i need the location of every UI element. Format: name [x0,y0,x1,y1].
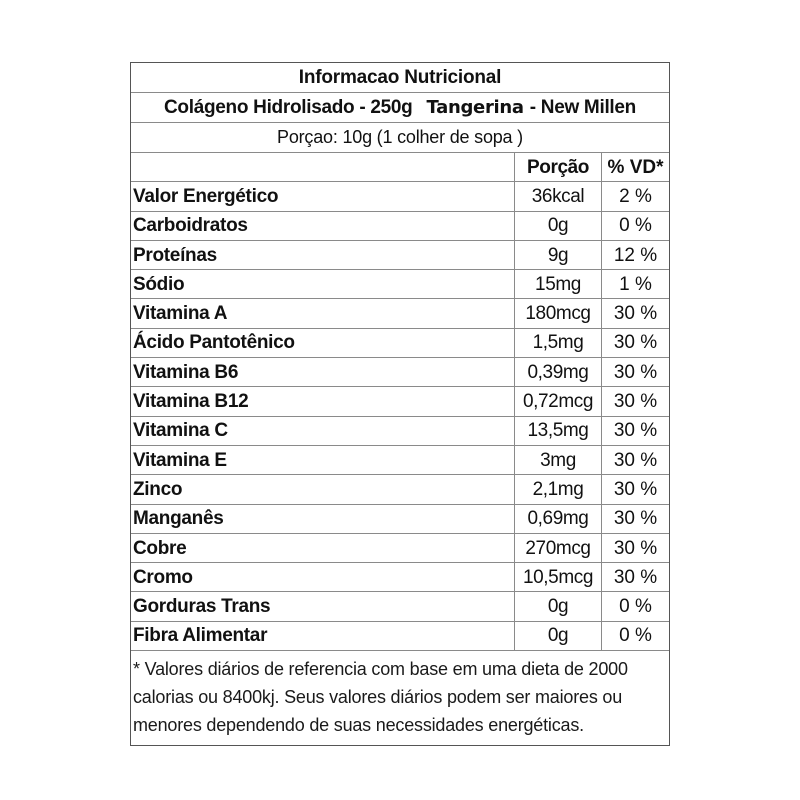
nutrient-vd: 0 % [619,596,652,618]
nutrient-amount: 10,5mcg [515,563,602,591]
nutrient-name: Vitamina E [131,446,515,474]
table-row [131,446,669,475]
nutrient-name: Fibra Alimentar [131,622,515,650]
nutrient-name: Gorduras Trans [131,592,515,620]
nutrient-vd: 2 % [619,185,652,207]
nutrient-amount: 0g [515,592,602,620]
column-header-vd: % VD* [607,156,664,178]
nutrient-vd: 1 % [619,273,652,295]
nutrient-vd: 30 % [613,420,658,442]
nutrient-amount: 1,5mg [515,329,602,357]
nutrient-name: Vitamina C [131,417,515,445]
nutrient-name: Manganês [131,505,515,533]
nutrient-amount: 15mg [515,270,602,298]
nutrient-name: Valor Energético [131,182,515,210]
column-header-nutrient [131,153,515,181]
product-flavor: Tangerina [426,97,524,118]
nutrient-name: Vitamina B6 [131,358,515,386]
nutrient-vd: 12 % [613,244,658,266]
product-name-row [131,93,669,123]
nutrient-amount: 0,39mg [515,358,602,386]
table-row [131,241,669,270]
nutrient-name: Cromo [131,563,515,591]
table-row [131,417,669,446]
nutrient-amount: 0,69mg [515,505,602,533]
nutrient-name: Proteínas [131,241,515,269]
table-row [131,299,669,328]
table-row [131,270,669,299]
nutrient-name: Ácido Pantotênico [131,329,515,357]
nutrient-amount: 0g [515,212,602,240]
nutrient-name: Zinco [131,475,515,503]
nutrient-name: Cobre [131,534,515,562]
table-row [131,212,669,241]
footnote-text [133,655,628,739]
footnote-line: * Valores diários de referencia com base em uma dieta de 2000 [133,659,628,680]
footnote-line: calorias ou 8400kj. Seus valores diários podem ser maiores ou [133,687,623,708]
nutrient-amount: 36kcal [515,182,602,210]
nutrient-amount: 0g [515,622,602,650]
nutrient-name: Carboidratos [131,212,515,240]
column-header-row [131,153,669,182]
table-row [131,563,669,592]
nutrient-vd: 30 % [613,361,658,383]
nutrient-name: Sódio [131,270,515,298]
nutrient-vd: 30 % [613,332,658,354]
table-title: Informacao Nutricional [298,66,502,88]
table-row [131,358,669,387]
table-row [131,182,669,211]
footnote [131,651,669,745]
footnote-line: menores dependendo de suas necessidades energéticas. [133,715,584,736]
nutrition-facts-table [130,62,670,746]
table-row [131,329,669,358]
serving-size: Porçao: 10g (1 colher de sopa ) [277,127,523,147]
nutrient-vd: 30 % [613,478,658,500]
nutrient-amount: 0,72mcg [515,387,602,415]
table-title-row [131,63,669,93]
table-row [131,622,669,651]
nutrient-name: Vitamina B12 [131,387,515,415]
column-header-portion: Porção [515,153,602,181]
nutrient-amount: 13,5mg [515,417,602,445]
nutrient-vd: 30 % [613,449,658,471]
nutrient-vd: 0 % [619,215,652,237]
nutrient-name: Vitamina A [131,299,515,327]
nutrient-amount: 270mcg [515,534,602,562]
nutrient-vd: 30 % [613,537,658,559]
product-brand: - New Millen [529,96,636,118]
nutrient-vd: 30 % [613,566,658,588]
nutrient-vd: 30 % [613,303,658,325]
table-row [131,387,669,416]
nutrient-amount: 3mg [515,446,602,474]
nutrient-vd: 30 % [613,391,658,413]
product-name: Colágeno Hidrolisado - 250g [164,96,413,118]
nutrient-amount: 180mcg [515,299,602,327]
nutrient-amount: 9g [515,241,602,269]
table-row [131,475,669,504]
serving-size-row [131,123,669,153]
nutrient-amount: 2,1mg [515,475,602,503]
table-row [131,505,669,534]
table-row [131,534,669,563]
nutrient-vd: 0 % [619,625,652,647]
table-row [131,592,669,621]
nutrient-vd: 30 % [613,508,658,530]
